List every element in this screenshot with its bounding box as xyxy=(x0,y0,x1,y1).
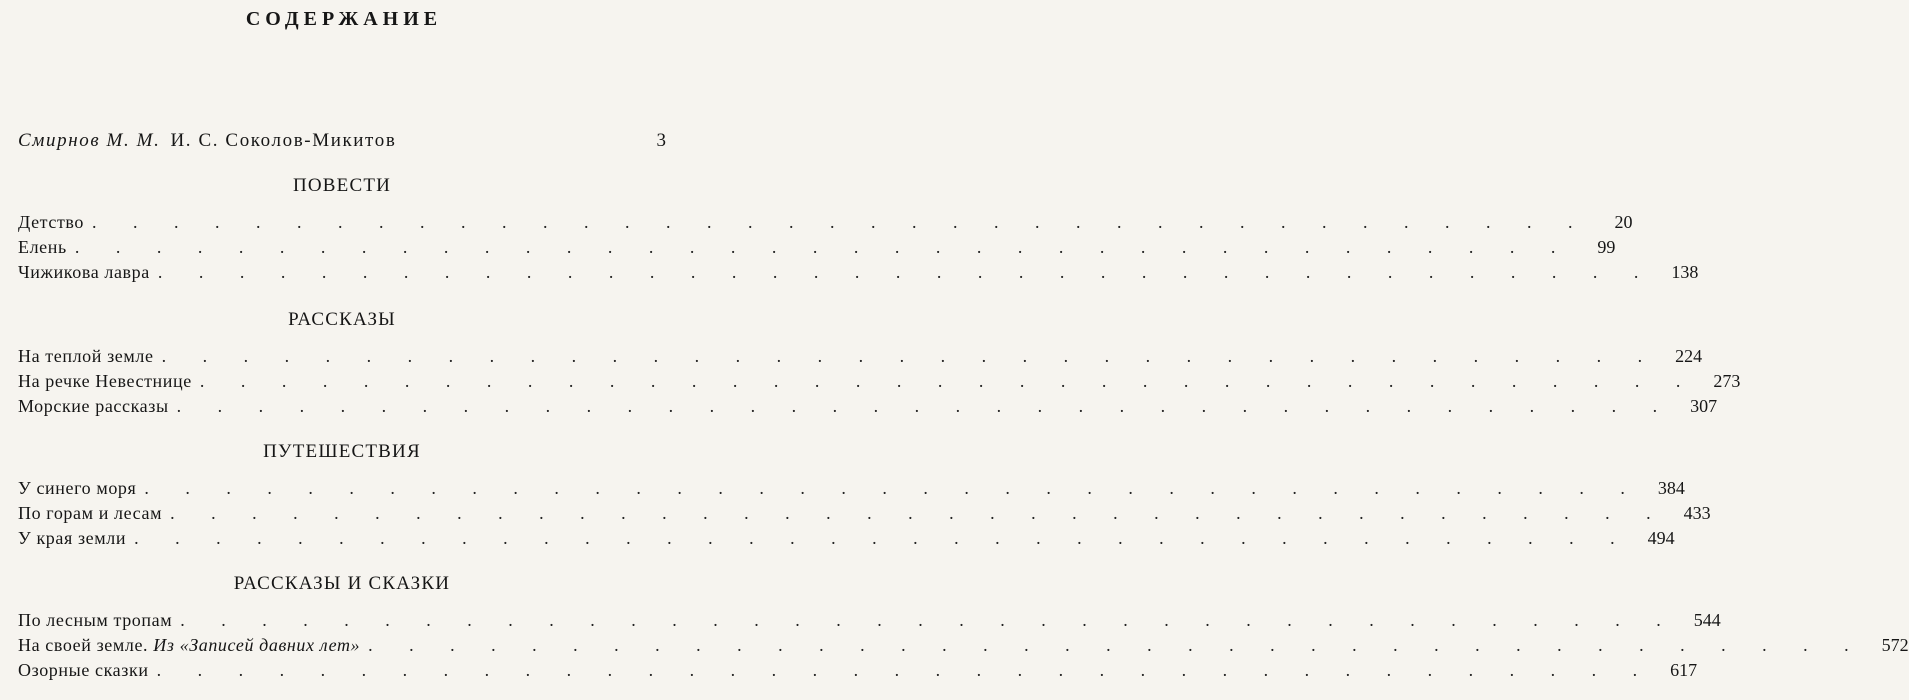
entry-page-number: 572 xyxy=(1881,635,1909,655)
section-heading: ПУТЕШЕСТВИЯ xyxy=(263,441,421,462)
entry-page-number: 307 xyxy=(1690,396,1718,416)
entry-title: У синего моря xyxy=(18,478,137,498)
entry-page-number: 99 xyxy=(1597,237,1616,257)
intro-entry[interactable] xyxy=(18,128,666,154)
entry-page-number: 617 xyxy=(1670,660,1698,680)
entry-page-number: 384 xyxy=(1657,478,1685,498)
dot-leader: . . . . . . . . . . . . . . . . . . . . . . . . . . . . . . . . . . . . . xyxy=(176,396,1674,416)
toc-entry[interactable] xyxy=(18,633,1909,658)
toc-entry[interactable] xyxy=(18,608,1721,633)
entry-title: По горам и лесам xyxy=(18,503,163,523)
dot-leader: . . . . . . . . . . . . . . . . . . . . . . . . . . . . . . . . . . . . . xyxy=(156,660,1654,680)
dot-leader: . . . . . . . . . . . . . . . . . . . . . . . . . . . . . . . . . . . . . xyxy=(368,635,1865,655)
entry-title-italic: Из «Записей давних лет» xyxy=(153,635,361,655)
intro-work-title: И. С. Соколов-Микитов xyxy=(170,130,397,151)
toc-entry[interactable] xyxy=(18,526,1675,551)
toc-entry[interactable] xyxy=(18,501,1711,526)
toc-entry[interactable] xyxy=(18,344,1703,369)
entry-title: Чижикова лавра xyxy=(18,262,150,282)
section-povesti xyxy=(18,174,1699,285)
entry-title-main: На своей земле. xyxy=(18,635,149,655)
dot-leader: . . . . . . . . . . . . . . . . . . . . . . . . . . . . . . . . . . . . . xyxy=(180,610,1677,630)
dot-leader: . . . . . . . . . . . . . . . . . . . . . . . . . . . . . . . . . . . . . xyxy=(157,262,1655,282)
entry-page-number: 494 xyxy=(1647,528,1675,548)
dot-leader: . . . . . . . . . . . . . . . . . . . . . . . . . . . . . . . . . . . . . xyxy=(134,528,1631,548)
entry-page-number: 273 xyxy=(1713,371,1741,391)
entry-page-number: 433 xyxy=(1683,503,1711,523)
entry-title: Елень xyxy=(18,237,67,257)
entry-page-number: 544 xyxy=(1693,610,1721,630)
toc-entry[interactable] xyxy=(18,260,1699,285)
section-rasskazy xyxy=(18,308,1741,419)
toc-entry[interactable] xyxy=(18,476,1685,501)
entry-title: Детство xyxy=(18,212,85,232)
entry-page-number: 138 xyxy=(1671,262,1699,282)
dot-leader: . . . . . . . . . . . . . . . . . . . . . . . . . . . . . . . . . . . . . xyxy=(170,503,1667,523)
section-rasskazy-i-skazki xyxy=(18,572,1909,683)
entry-title: На речке Невестнице xyxy=(18,371,192,391)
toc-entry[interactable] xyxy=(18,369,1741,394)
toc-entry[interactable] xyxy=(18,658,1698,683)
dot-leader: . . . . . . . . . . . . . . . . . . . . . . . . . . . . . . . . . . . . . xyxy=(144,478,1641,498)
section-heading: РАССКАЗЫ xyxy=(288,309,396,330)
dot-leader: . . . . . . . . . . . . . . . . . . . . . . . . . . . . . . . . . . . . . xyxy=(161,346,1659,366)
entry-title: На теплой земле xyxy=(18,346,154,366)
intro-page-number: 3 xyxy=(656,130,666,151)
section-puteshestviya xyxy=(18,440,1711,551)
toc-entry[interactable] xyxy=(18,394,1718,419)
entry-title: У края земли xyxy=(18,528,127,548)
toc-entry[interactable] xyxy=(18,210,1633,235)
entry-title: По лесным тропам xyxy=(18,610,173,630)
dot-leader: . . . . . . . . . . . . . . . . . . . . . . . . . . . . . . . . . . . . . xyxy=(92,212,1589,232)
dot-leader: . . . . . . . . . . . . . . . . . . . . . . . . . . . . . . . . . . . . . xyxy=(74,237,1572,257)
page-title: СОДЕРЖАНИЕ xyxy=(245,8,443,30)
entry-page-number: 224 xyxy=(1675,346,1703,366)
entry-title: Морские рассказы xyxy=(18,396,169,416)
entry-title xyxy=(18,633,360,658)
dot-leader: . . . . . . . . . . . . . . . . . . . . . . . . . . . . . . . . . . . . . xyxy=(199,371,1697,391)
section-heading: ПОВЕСТИ xyxy=(292,175,392,196)
intro-author: Смирнов М. М. xyxy=(18,130,161,151)
entry-page-number: 20 xyxy=(1614,212,1633,232)
entry-title: Озорные сказки xyxy=(18,660,149,680)
toc-entry[interactable] xyxy=(18,235,1616,260)
section-heading: РАССКАЗЫ И СКАЗКИ xyxy=(233,573,451,594)
